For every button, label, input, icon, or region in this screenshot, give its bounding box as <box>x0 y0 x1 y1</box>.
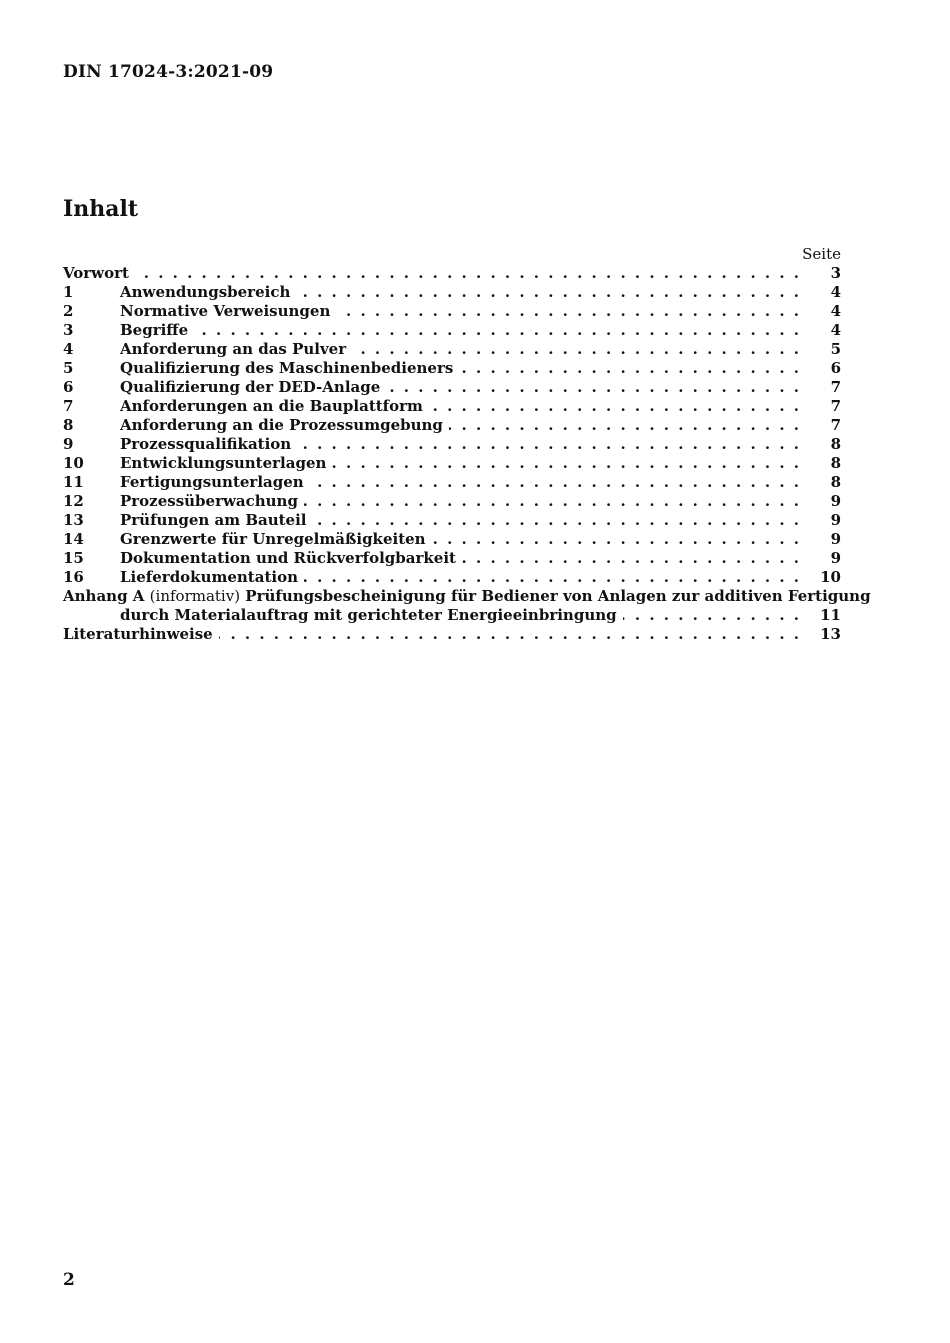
dot-leader <box>429 397 801 416</box>
toc-entry-page: 6 <box>830 359 841 377</box>
dot-leader <box>623 606 801 625</box>
dot-leader <box>332 454 801 473</box>
toc-entry-number: 13 <box>63 511 84 529</box>
document-id: DIN 17024-3:2021-09 <box>63 62 274 82</box>
toc-entry-bibliography[interactable] <box>63 625 841 644</box>
dot-leader <box>135 264 801 283</box>
toc-entry-number: 12 <box>63 492 84 510</box>
dot-leader <box>304 492 801 511</box>
toc-entry-title: Entwicklungsunterlagen <box>120 454 327 472</box>
toc-entry-title: Lieferdokumentation <box>120 568 298 586</box>
toc-entry-number: 16 <box>63 568 84 586</box>
dot-leader <box>304 568 801 587</box>
toc-entry[interactable] <box>63 454 841 473</box>
toc-entry[interactable] <box>63 511 841 530</box>
toc-entry[interactable] <box>63 549 841 568</box>
toc-entry-page: 9 <box>830 530 841 548</box>
toc-entry[interactable] <box>63 283 841 302</box>
toc-entry[interactable] <box>63 397 841 416</box>
toc-entry-number: 3 <box>63 321 74 339</box>
toc-entry-number: 15 <box>63 549 84 567</box>
toc-entry-title: Begriffe <box>120 321 189 339</box>
toc-entry-page: 9 <box>830 511 841 529</box>
dot-leader <box>194 321 801 340</box>
toc-entry-title: Anwendungsbereich <box>120 283 291 301</box>
toc-entry-number: 1 <box>63 283 74 301</box>
toc-entry-page: 11 <box>820 606 841 624</box>
toc-entry[interactable] <box>63 568 841 587</box>
toc-entry-number: 11 <box>63 473 84 491</box>
toc-entry-number: 5 <box>63 359 74 377</box>
toc-entry-title: Vorwort <box>63 264 129 282</box>
toc-entry-page: 4 <box>830 283 841 301</box>
toc-entry-page: 8 <box>830 473 841 491</box>
annex-label: Anhang A <box>63 587 145 605</box>
dot-leader <box>313 511 802 530</box>
dot-leader <box>297 435 801 454</box>
toc-entry-title: Qualifizierung des Maschinenbedieners <box>120 359 454 377</box>
toc-entry-page: 3 <box>830 264 841 282</box>
toc-entry-title: Anforderung an das Pulver <box>120 340 347 358</box>
dot-leader <box>386 378 801 397</box>
toc-entry[interactable] <box>63 492 841 511</box>
toc-entry[interactable] <box>63 378 841 397</box>
toc-entry-page: 9 <box>830 549 841 567</box>
toc-entry-title: Anforderung an die Prozessumgebung <box>120 416 443 434</box>
toc-entry-page: 9 <box>830 492 841 510</box>
toc-entry-title: Fertigungsunterlagen <box>120 473 304 491</box>
toc-entry-title: Literaturhinweise <box>63 625 213 643</box>
toc-entry-title: Grenzwerte für Unregelmäßigkeiten <box>120 530 426 548</box>
toc-entry-title: Prozessqualifikation <box>120 435 292 453</box>
toc-entry[interactable] <box>63 530 841 549</box>
toc-entry[interactable] <box>63 340 841 359</box>
toc-annex-a[interactable] <box>63 587 871 606</box>
toc-entry-number: 6 <box>63 378 74 396</box>
toc-entry-page: 13 <box>820 625 841 643</box>
dot-leader <box>449 416 801 435</box>
toc-entry-number: 10 <box>63 454 84 472</box>
page-column-label: Seite <box>802 245 841 263</box>
toc-entry-title: Prüfungen am Bauteil <box>120 511 307 529</box>
toc-entry-number: 14 <box>63 530 84 548</box>
page-title: Inhalt <box>63 196 139 222</box>
toc-entry-page: 8 <box>830 435 841 453</box>
toc-entry-page: 7 <box>830 397 841 415</box>
toc-entry-page: 10 <box>820 568 841 586</box>
toc-entry-page: 7 <box>830 378 841 396</box>
annex-title-line2: durch Materialauftrag mit gerichteter Energieeinbringung <box>120 606 617 624</box>
toc-entry[interactable] <box>63 321 841 340</box>
toc-entry-title: Dokumentation und Rückverfolgbarkeit <box>120 549 456 567</box>
toc-annex-a-continuation[interactable] <box>63 606 841 625</box>
toc-entry[interactable] <box>63 302 841 321</box>
toc-entry-page: 4 <box>830 321 841 339</box>
annex-type: (informativ) <box>149 587 241 605</box>
toc-entry-vorwort[interactable] <box>63 264 841 283</box>
toc-entry[interactable] <box>63 473 841 492</box>
toc-entry-number: 9 <box>63 435 74 453</box>
toc-entry-title: Prozessüberwachung <box>120 492 298 510</box>
toc-entry-title: Anforderungen an die Bauplattform <box>120 397 423 415</box>
dot-leader <box>336 302 801 321</box>
toc-entry-number: 2 <box>63 302 74 320</box>
toc-entry[interactable] <box>63 359 841 378</box>
toc-entry-page: 7 <box>830 416 841 434</box>
toc-entry[interactable] <box>63 416 841 435</box>
page-number: 2 <box>63 1270 75 1290</box>
dot-leader <box>432 530 801 549</box>
toc-entry-page: 5 <box>830 340 841 358</box>
dot-leader <box>459 359 801 378</box>
dot-leader <box>296 283 801 302</box>
toc-entry[interactable] <box>63 435 841 454</box>
dot-leader <box>310 473 801 492</box>
dot-leader <box>462 549 801 568</box>
toc-entry-number: 4 <box>63 340 74 358</box>
toc-entry-title: Normative Verweisungen <box>120 302 331 320</box>
toc-entry-number: 8 <box>63 416 74 434</box>
toc-entry-page: 4 <box>830 302 841 320</box>
toc-entry-number: 7 <box>63 397 74 415</box>
toc-entry-page: 8 <box>830 454 841 472</box>
table-of-contents <box>63 245 871 644</box>
dot-leader <box>219 625 801 644</box>
dot-leader <box>352 340 801 359</box>
toc-entry-title: Qualifizierung der DED-Anlage <box>120 378 381 396</box>
annex-title-line1: Prüfungsbescheinigung für Bediener von Anlagen zur additiven Fertigung <box>245 587 871 605</box>
